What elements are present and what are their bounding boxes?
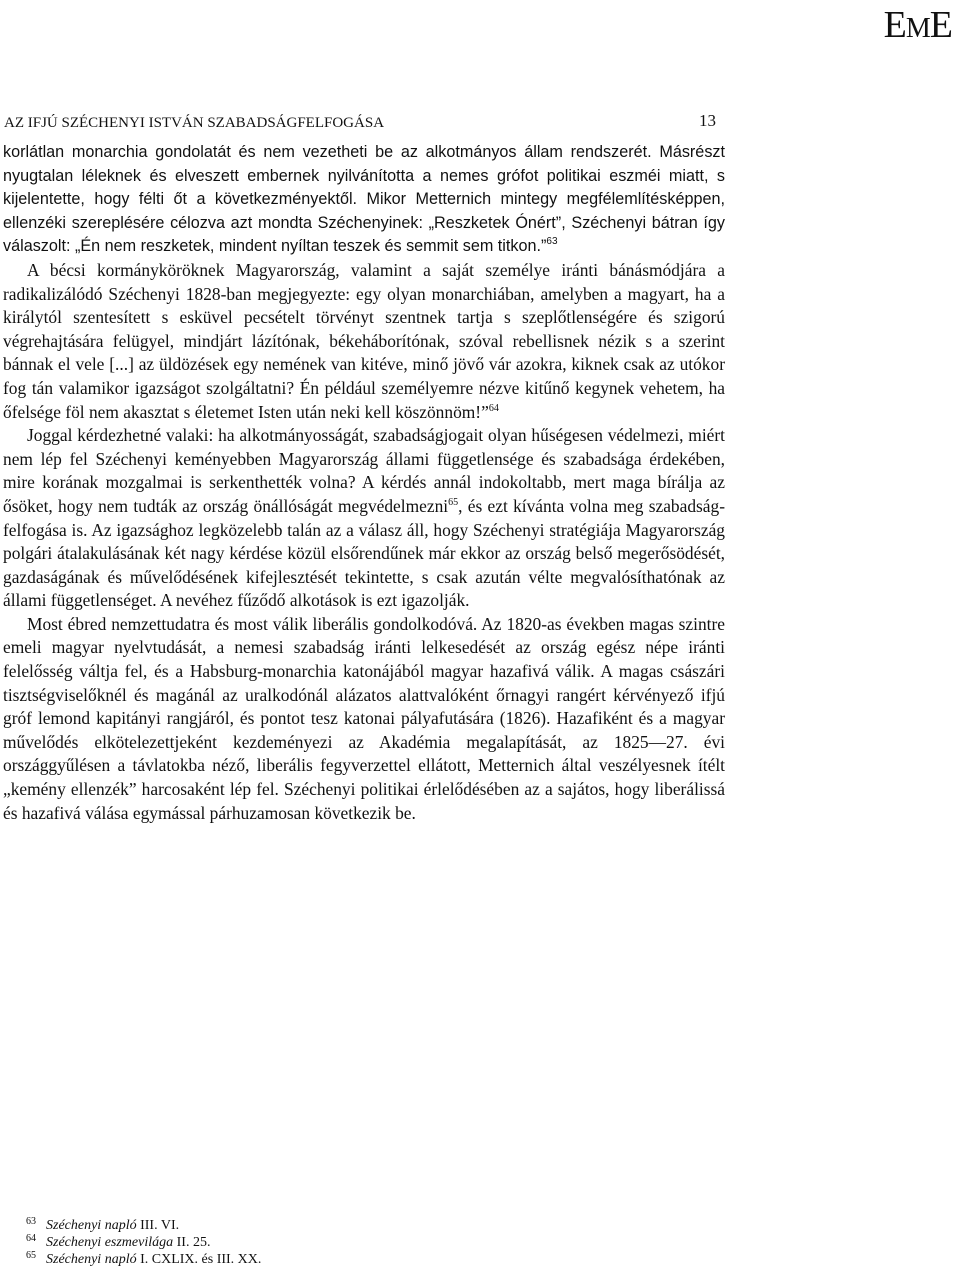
- footnote-ref-63: 63: [546, 236, 558, 248]
- publisher-logo: EME: [883, 4, 952, 46]
- paragraph-4: Most ébred nemzettudatra és most válik liberális gondolkodóvá. Az 1820-as években magas szintre emeli magyar nyelvtudását, a nemesi szabadság iránti lelkesedését az ország egész népe iránti felelősség váltja fel, és a Habsburg-monarchia katonájából magyar hazafivá válik. A magas császári tisztségviselőknél és magánál az uralkodónál alázatos alattvalóként őrnagyi rangért kérvényező ifjú gróf lemond kapitányi rangjáról, és pontot tesz katonai pályafutására (1826). Hazafiként és a magyar művelődés elkötelezettjeként kezdeményezi az Akadémia megalapítását, az 1825—27. évi országgyűlésen a távlatokba néző, liberális fegyverzettel ellátott, Metternich által veszélyesnek ítélt „kemény ellenzék” harcosaként lép fel. Széchenyi politikai érlelődésében az a sajátos, hogy liberálissá és hazafivá válása egymással párhuzamosan következik be.: [3, 613, 725, 823]
- running-header: [4, 111, 716, 132]
- footnote-ref-64: 64: [488, 402, 499, 414]
- footnote: 64 Széchenyi eszmevilága II. 25.: [26, 1233, 211, 1250]
- footnote-ref-65: 65: [448, 496, 459, 508]
- paragraph-3: Joggal kérdezhetné valaki: ha alkotmányosságát, szabadságjogait olyan hűségesen védelmezi, miért nem lép fel Széchenyi keményebben Magyarország állami függetlensége és szabadsága érdekében, mire korának mozgalmai is serkenthették volna? A kérdés annál indokoltabb, mert maga bírálja az ősöket, hogy nem tudták az ország önállóságát megvédelmezni$^{65}$, és ezt kívánta volna meg szabadság-felfogása is. Az igazsághoz legközelebb talán az a válasz áll, hogy Széchenyi stratégiája Magyarország polgári átalakulásának két nagy kérdése közül elsőrendűnek már ekkor az ország belső megerősödését, gazdaságának és művelődésének kifejlesztését tekintette, s csak azután vélte megvalósíthatónak az állami függetlenséget. A nevéhez fűződő alkotások is ezt igazolják.: [3, 425, 725, 611]
- footnote: 63 Széchenyi napló III. VI.: [26, 1216, 180, 1233]
- main-text: [3, 141, 725, 825]
- paragraph-1: korlátlan monarchia gondolatát és nem vezetheti be az alkotmányos állam rendszerét. Másrészt nyugtalan léleknek és elveszett embernek nyilvánította a nemes grófot politikai eszméi miatt, s kijelentette, hogy félti őt a következményektől. Mikor Metternich mintegy megfélemlítésképpen, ellenzéki szereplésére célozva azt mondta Széchenyinek: „Reszketek Ónért”, Széchenyi bátran így válaszolt: „Én nem reszketek, mindent nyíltan teszek és semmit sem titkon.”$^{63}$: [3, 143, 725, 256]
- footnotes: [26, 1217, 261, 1268]
- running-title: AZ IFJÚ SZÉCHENYI ISTVÁN SZABADSÁGFELFOGÁSA: [4, 115, 385, 131]
- page-number: 13: [699, 111, 716, 130]
- paragraph-2: A bécsi kormányköröknek Magyarország, valamint a saját személye iránti bánásmódjára a radikalizálódó Széchenyi 1828-ban megjegyezte: egy olyan monarchiában, amelyben a magyart, ha a királytól szentesített s esküvel pecsételt törvényt szentnek tartja s szeplőtlenségére és szigorú végrehajtására felügyel, mindjárt lázítónak, békeháborítónak, szóval rebellisnek nézik s a szerint bánnak el vele [...] az üldözések egy nemének van kitéve, minő jövő vár azokra, kiknek csak az utókor fog tán valamikor igazságot szolgáltatni? Én például személyemre nézve kitűnő kegynek vehetem, ha őfelsége föl nem akasztat s életemet Isten után neki kell köszönnöm!”$^{64}$: [3, 259, 725, 422]
- footnote: 65 Széchenyi napló I. CXLIX. és III. XX.: [26, 1250, 262, 1267]
